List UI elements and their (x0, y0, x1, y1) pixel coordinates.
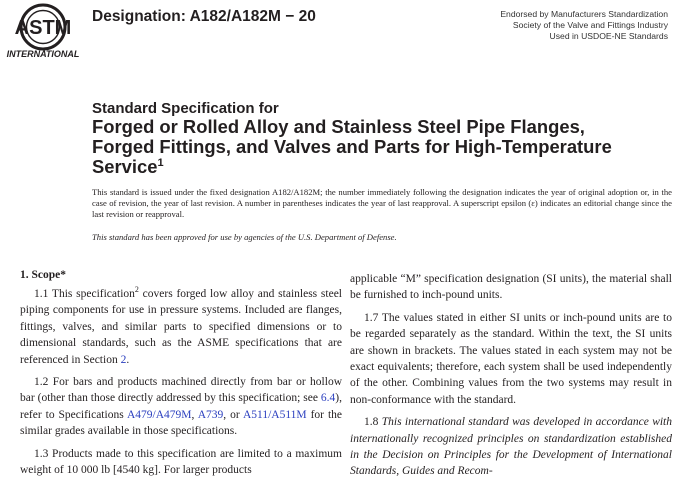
logo-caption: INTERNATIONAL (6, 49, 80, 59)
paragraph-1-2: 1.2 For bars and products machined directly from bar or hollow bar (other than those directly addressed by this specification; see 6.4), refer to Specifications A479/A479M, A739, or A511/A511M for the similar grades available in those specifications. (20, 376, 342, 438)
title-line: Forged or Rolled Alloy and Stainless Steel Pipe Flanges, (92, 116, 585, 137)
endorsement-line: Used in USDOE-NE Standards (549, 31, 668, 41)
paragraph-continued: applicable “M” specification designation (SI units), the material shall be furnished to inch-pound units. (350, 273, 672, 302)
endorsement-note (368, 9, 668, 42)
logo-mark: ASTM (14, 17, 72, 39)
title-line: Forged Fittings, and Valves and Parts for High-Temperature (92, 136, 612, 158)
left-column (20, 267, 342, 484)
paragraph-1-3: 1.3 Products made to this specification are limited to a maximum weight of 10 000 lb [4540 kg]. For larger products (20, 447, 342, 477)
approval-statement: This standard has been approved for use by agencies of the U.S. Department of Defense. (92, 232, 397, 242)
footnote-ref[interactable]: 2 (134, 285, 139, 294)
paragraph-1-7: 1.7 The values stated in either SI units or inch-pound units are to be regarded separately as the standard. Within the text, the SI units are shown in brackets. The values stated in each system may not be exact equivalents; therefore, each system shall be used independently of the other. Combining values from the two systems may result in non-conformance with the standard. (350, 311, 672, 406)
section-link[interactable]: 6.4 (320, 392, 336, 405)
title-prefix: Standard Specification for (92, 100, 279, 117)
title-line: Service$^1$ (92, 156, 164, 178)
spec-link[interactable]: A511/A511M (242, 408, 307, 421)
document-title (92, 101, 652, 178)
right-column (350, 271, 672, 486)
section-heading: 1. Scope* (20, 269, 66, 281)
title-footnote-ref[interactable]: 1 (157, 157, 164, 170)
astm-logo (3, 2, 85, 60)
endorsement-line: Society of the Valve and Fittings Industry (512, 20, 668, 30)
designation: Designation: A182/A182M − 20 (92, 8, 316, 25)
issuance-statement: This standard is issued under the fixed designation A182/A182M; the number immediately following the designation indicates the year of original adoption or, in the case of revision, the year of last revision. A number in parentheses indicates the year of last reapproval. A superscript epsilon (ε) indicates an editorial change since the last revision or reapproval. (92, 187, 672, 219)
spec-link[interactable]: A739 (197, 408, 224, 421)
paragraph-1-1: 1.1 This specification$^2$ covers forged low alloy and stainless steel piping components for use in pressure systems. Included are flanges, fittings, valves, and similar parts to specified dimensions or to dimensional standards, such as the ASME specifications that are referenced in Section 2. (20, 285, 342, 366)
section-link[interactable]: 2 (120, 353, 127, 366)
paragraph-1-8: 1.8 This international standard was developed in accordance with internationally recognized principles on standardization established in the Decision on Principles for the Development of International Standards, Guides and Recom- (350, 416, 673, 478)
endorsement-line: Endorsed by Manufacturers Standardization (500, 9, 668, 19)
spec-link[interactable]: A479/A479M (126, 408, 192, 421)
